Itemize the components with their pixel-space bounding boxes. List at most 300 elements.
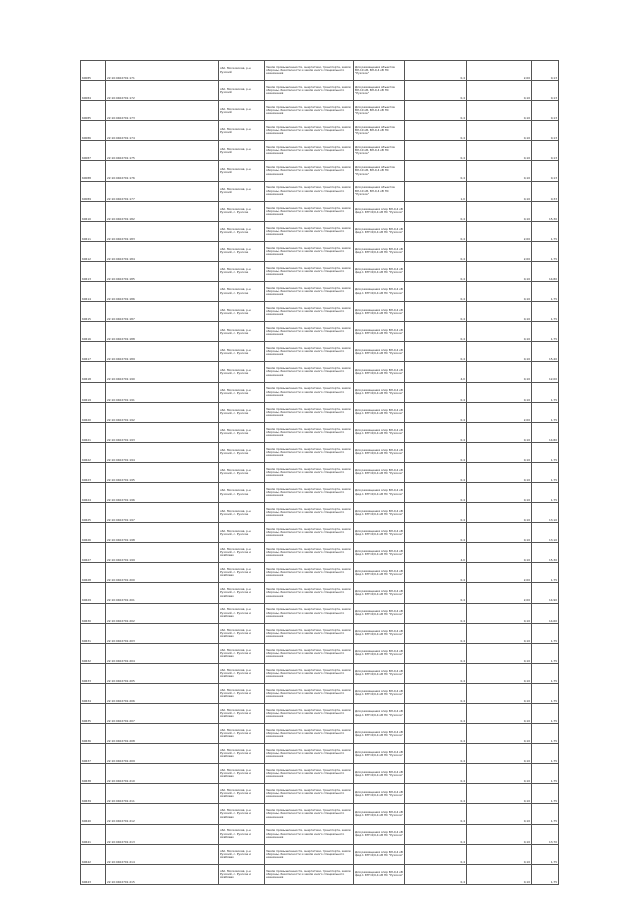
land-category: Земли промышленности, энергетики, транспорта, земли обороны, безопасности и земли иного специального назначения <box>265 663 354 683</box>
land-category: Земли промышленности, энергетики, транспорта, земли обороны, безопасности и земли иного специального назначения <box>265 784 354 804</box>
zone-value: 0,10 <box>467 724 532 744</box>
permitted-use: Для размещения опор ВЛ-0,4 кВ фид.1 КТП 6/0,4 кВ ПС "Рузское" <box>354 342 405 362</box>
zone-value: 0,10 <box>467 744 532 764</box>
row-number: 60617 <box>81 342 106 362</box>
zone-value: 0,10 <box>467 302 532 322</box>
zone-value: 0,10 <box>467 422 532 442</box>
zone-value: 0,10 <box>467 81 532 101</box>
location: обл. Московская, р-н Рузский, с. Рузское и Ахаблево <box>219 824 265 844</box>
location: обл. Московская, р-н Рузский, с. Рузское <box>219 523 265 543</box>
permitted-use: Для размещения опор ВЛ-0,4 кВ фид.1 КТП 6/0,4 кВ ПС "Рузское" <box>354 302 405 322</box>
zone-value: 0,10 <box>467 603 532 623</box>
table-row <box>81 61 559 81</box>
land-category: Земли промышленности, энергетики, транспорта, земли обороны, безопасности и земли иного специального назначения <box>265 161 354 181</box>
permitted-use: Для размещения опор ВЛ-0,4 кВ фид.1 КТП 6/0,4 кВ ПС "Рузское" <box>354 583 405 603</box>
row-number: 60088 <box>81 161 106 181</box>
table-body <box>81 61 559 885</box>
permitted-use: Для размещения опор ВЛ-0,4 кВ фид.1 КТП 6/0,4 кВ ПС "Рузское" <box>354 864 405 884</box>
location: обл. Московская, р-н Рузский, с. Рузское и Ахаблево <box>219 784 265 804</box>
location: обл. Московская, р-н Рузский, с. Рузское и Ахаблево <box>219 844 265 864</box>
land-category: Земли промышленности, энергетики, транспорта, земли обороны, безопасности и земли иного специального назначения <box>265 382 354 402</box>
table-row <box>81 81 559 101</box>
total-value: 1,75 <box>532 704 559 724</box>
land-category: Земли промышленности, энергетики, транспорта, земли обороны, безопасности и земли иного специального назначения <box>265 503 354 523</box>
land-category: Земли промышленности, энергетики, транспорта, земли обороны, безопасности и земли иного специального назначения <box>265 603 354 623</box>
land-category: Земли промышленности, энергетики, транспорта, земли обороны, безопасности и земли иного специального назначения <box>265 643 354 663</box>
location: обл. Московская, р-н Рузский <box>219 101 265 121</box>
land-category: Земли промышленности, энергетики, транспорта, земли обороны, безопасности и земли иного специального назначения <box>265 583 354 603</box>
total-value: 15,40 <box>532 342 559 362</box>
row-number: 60628 <box>81 563 106 583</box>
zone-value: 0,10 <box>467 462 532 482</box>
location: обл. Московская, р-н Рузский, с. Рузское и Ахаблево <box>219 603 265 623</box>
row-number: 60085 <box>81 101 106 121</box>
location: обл. Московская, р-н Рузский, с. Рузское и Ахаблево <box>219 643 265 663</box>
permitted-use: Для размещения опор ВЛ-0,4 кВ фид.1 КТП 6/0,4 кВ ПС "Рузское" <box>354 201 405 221</box>
row-number: 60643 <box>81 864 106 884</box>
row-number: 60640 <box>81 804 106 824</box>
location: обл. Московская, р-н Рузский <box>219 121 265 141</box>
total-value: 1,75 <box>532 442 559 462</box>
area-value: 0,4 <box>405 101 467 121</box>
cadastral-number: 22:10:0402701:194 <box>106 442 219 462</box>
zone-value: 0,10 <box>467 141 532 161</box>
location: обл. Московская, р-н Рузский <box>219 61 265 81</box>
permitted-use: Для размещения объектов ВЛ-10 кВ, ВЛ-0,4 кВ ПС "Рузское" <box>354 121 405 141</box>
row-number: 60615 <box>81 302 106 322</box>
permitted-use: Для размещения опор ВЛ-0,4 кВ фид.1 КТП 6/0,4 кВ ПС "Рузское" <box>354 603 405 623</box>
total-value: 13,10 <box>532 503 559 523</box>
zone-value: 0,10 <box>467 704 532 724</box>
total-value: 13,10 <box>532 523 559 543</box>
cadastral-number: 22:10:0402701:210 <box>106 764 219 784</box>
zone-value: 0,10 <box>467 482 532 502</box>
land-category: Земли промышленности, энергетики, транспорта, земли обороны, безопасности и земли иного специального назначения <box>265 121 354 141</box>
location: обл. Московская, р-н Рузский <box>219 161 265 181</box>
land-category: Земли промышленности, энергетики, транспорта, земли обороны, безопасности и земли иного специального назначения <box>265 282 354 302</box>
table-row <box>81 543 559 563</box>
zone-value: 0,10 <box>467 282 532 302</box>
zone-value: 0,10 <box>467 342 532 362</box>
area-value: 0,4 <box>405 161 467 181</box>
cadastral-number: 22:10:0402701:193 <box>106 422 219 442</box>
row-number: 60089 <box>81 181 106 201</box>
table-row <box>81 101 559 121</box>
table-row <box>81 724 559 744</box>
land-category: Земли промышленности, энергетики, транспорта, земли обороны, безопасности и земли иного специального назначения <box>265 322 354 342</box>
table-row <box>81 121 559 141</box>
row-number: 60633 <box>81 663 106 683</box>
area-value: 0,4 <box>405 241 467 261</box>
table-row <box>81 181 559 201</box>
table-row <box>81 201 559 221</box>
area-value: 0,4 <box>405 61 467 81</box>
cadastral-number: 22:10:0402701:174 <box>106 121 219 141</box>
total-value: 12,00 <box>532 362 559 382</box>
row-number: 60626 <box>81 523 106 543</box>
location: обл. Московская, р-н Рузский, с. Рузское <box>219 462 265 482</box>
total-value: 0,13 <box>532 81 559 101</box>
cadastral-number: 22:10:0402701:195 <box>106 462 219 482</box>
total-value: 1,75 <box>532 402 559 422</box>
cadastral-number: 22:10:0402701:173 <box>106 101 219 121</box>
location: обл. Московская, р-н Рузский, с. Рузское <box>219 442 265 462</box>
zone-value: 0,10 <box>467 161 532 181</box>
land-category: Земли промышленности, энергетики, транспорта, земли обороны, безопасности и земли иного специального назначения <box>265 704 354 724</box>
permitted-use: Для размещения опор ВЛ-0,4 кВ фид.1 КТП 6/0,4 кВ ПС "Рузское" <box>354 643 405 663</box>
permitted-use: Для размещения опор ВЛ-0,4 кВ фид.1 КТП 6/0,4 кВ ПС "Рузское" <box>354 282 405 302</box>
land-category: Земли промышленности, энергетики, транспорта, земли обороны, безопасности и земли иного специального назначения <box>265 482 354 502</box>
row-number: 60637 <box>81 744 106 764</box>
zone-value: 0,10 <box>467 322 532 342</box>
area-value: 0,4 <box>405 744 467 764</box>
zone-value: 0,10 <box>467 784 532 804</box>
permitted-use: Для размещения опор ВЛ-0,4 кВ фид.1 КТП 6/0,4 кВ ПС "Рузское" <box>354 844 405 864</box>
table-row <box>81 161 559 181</box>
table-row <box>81 422 559 442</box>
cadastral-number: 22:10:0402701:202 <box>106 603 219 623</box>
permitted-use: Для размещения опор ВЛ-0,4 кВ фид.1 КТП 6/0,4 кВ ПС "Рузское" <box>354 402 405 422</box>
total-value: 1,75 <box>532 764 559 784</box>
total-value: 14,80 <box>532 422 559 442</box>
permitted-use: Для размещения объектов ВЛ-10 кВ, ВЛ-0,4 кВ ПС "Рузское" <box>354 141 405 161</box>
total-value: 1,75 <box>532 302 559 322</box>
table-row <box>81 282 559 302</box>
table-row <box>81 402 559 422</box>
table-row <box>81 442 559 462</box>
location: обл. Московская, р-н Рузский, с. Рузское <box>219 302 265 322</box>
land-category: Земли промышленности, энергетики, транспорта, земли обороны, безопасности и земли иного специального назначения <box>265 724 354 744</box>
cadastral-number: 22:10:0402701:212 <box>106 804 219 824</box>
cadastral-number: 22:10:0402701:175 <box>106 141 219 161</box>
zone-value: 0,10 <box>467 261 532 281</box>
row-number: 60638 <box>81 764 106 784</box>
cadastral-number: 22:10:0402701:192 <box>106 402 219 422</box>
permitted-use: Для размещения объектов ВЛ-10 кВ, ВЛ-0,4 кВ ПС "Рузское" <box>354 61 405 81</box>
location: обл. Московская, р-н Рузский, с. Рузское и Ахаблево <box>219 764 265 784</box>
location: обл. Московская, р-н Рузский, с. Рузское и Ахаблево <box>219 804 265 824</box>
zone-value: 2,00 <box>467 221 532 241</box>
cadastral-number: 22:10:0402701:197 <box>106 503 219 523</box>
zone-value: 0,10 <box>467 683 532 703</box>
land-category: Земли промышленности, энергетики, транспорта, земли обороны, безопасности и земли иного специального назначения <box>265 764 354 784</box>
cadastral-number: 22:10:0402701:190 <box>106 362 219 382</box>
area-value: 0,4 <box>405 623 467 643</box>
location: обл. Московская, р-н Рузский, с. Рузское <box>219 241 265 261</box>
area-value: 0,4 <box>405 322 467 342</box>
permitted-use: Для размещения опор ВЛ-0,4 кВ фид.1 КТП 6/0,4 кВ ПС "Рузское" <box>354 322 405 342</box>
cadastral-number: 22:10:0402701:186 <box>106 282 219 302</box>
row-number: 60630 <box>81 603 106 623</box>
cadastral-number: 22:10:0402701:207 <box>106 704 219 724</box>
row-number: 60087 <box>81 141 106 161</box>
row-number: 60621 <box>81 422 106 442</box>
area-value: 0,4 <box>405 382 467 402</box>
zone-value: 0,10 <box>467 523 532 543</box>
permitted-use: Для размещения опор ВЛ-0,4 кВ фид.1 КТП 6/0,4 кВ ПС "Рузское" <box>354 462 405 482</box>
zone-value: 0,10 <box>467 362 532 382</box>
table-row <box>81 704 559 724</box>
land-category: Земли промышленности, энергетики, транспорта, земли обороны, безопасности и земли иного специального назначения <box>265 442 354 462</box>
total-value: 0,13 <box>532 101 559 121</box>
zone-value: 2,00 <box>467 583 532 603</box>
land-category: Земли промышленности, энергетики, транспорта, земли обороны, безопасности и земли иного специального назначения <box>265 422 354 442</box>
area-value: 0,4 <box>405 704 467 724</box>
table-row <box>81 824 559 844</box>
location: обл. Московская, р-н Рузский, с. Рузское <box>219 261 265 281</box>
permitted-use: Для размещения объектов ВЛ-10 кВ, ВЛ-0,4 кВ ПС "Рузское" <box>354 181 405 201</box>
area-value: 0,4 <box>405 141 467 161</box>
area-value: 0,4 <box>405 864 467 884</box>
permitted-use: Для размещения опор ВЛ-0,4 кВ фид.1 КТП 6/0,4 кВ ПС "Рузское" <box>354 563 405 583</box>
row-number: 60616 <box>81 322 106 342</box>
table-row <box>81 141 559 161</box>
area-value: 0,4 <box>405 724 467 744</box>
area-value: 0,4 <box>405 121 467 141</box>
permitted-use: Для размещения опор ВЛ-0,4 кВ фид.1 КТП 6/0,4 кВ ПС "Рузское" <box>354 503 405 523</box>
land-category: Земли промышленности, энергетики, транспорта, земли обороны, безопасности и земли иного специального назначения <box>265 804 354 824</box>
land-category: Земли промышленности, энергетики, транспорта, земли обороны, безопасности и земли иного специального назначения <box>265 141 354 161</box>
table-row <box>81 623 559 643</box>
table-row <box>81 784 559 804</box>
table-row <box>81 523 559 543</box>
total-value: 1,75 <box>532 241 559 261</box>
table-row <box>81 261 559 281</box>
cadastral-number: 22:10:0402701:177 <box>106 181 219 201</box>
location: обл. Московская, р-н Рузский, с. Рузское <box>219 382 265 402</box>
total-value: 1,75 <box>532 804 559 824</box>
land-category: Земли промышленности, энергетики, транспорта, земли обороны, безопасности и земли иного специального назначения <box>265 181 354 201</box>
location: обл. Московская, р-н Рузский, с. Рузское и Ахаблево <box>219 864 265 884</box>
zone-value: 0,10 <box>467 643 532 663</box>
location: обл. Московская, р-н Рузский, с. Рузское и Ахаблево <box>219 704 265 724</box>
table-row <box>81 322 559 342</box>
cadastral-number: 22:10:0402701:203 <box>106 623 219 643</box>
total-value: 14,80 <box>532 261 559 281</box>
table-row <box>81 462 559 482</box>
total-value: 1,75 <box>532 563 559 583</box>
cadastral-number: 22:10:0402701:182 <box>106 201 219 221</box>
permitted-use: Для размещения опор ВЛ-0,4 кВ фид.1 КТП 6/0,4 кВ ПС "Рузское" <box>354 382 405 402</box>
cadastral-number: 22:10:0402701:196 <box>106 482 219 502</box>
zone-value: 0,10 <box>467 824 532 844</box>
cadastral-number: 22:10:0402701:200 <box>106 563 219 583</box>
table-row <box>81 362 559 382</box>
location: обл. Московская, р-н Рузский, с. Рузское <box>219 282 265 302</box>
land-category: Земли промышленности, энергетики, транспорта, земли обороны, безопасности и земли иного специального назначения <box>265 101 354 121</box>
permitted-use: Для размещения опор ВЛ-0,4 кВ фид.1 КТП 6/0,4 кВ ПС "Рузское" <box>354 362 405 382</box>
area-value: 0,4 <box>405 462 467 482</box>
table-row <box>81 683 559 703</box>
total-value: 1,75 <box>532 382 559 402</box>
zone-value: 2,00 <box>467 402 532 422</box>
area-value: 0,4 <box>405 442 467 462</box>
total-value: 1,75 <box>532 221 559 241</box>
total-value: 1,75 <box>532 844 559 864</box>
cadastral-number: 22:10:0402701:208 <box>106 724 219 744</box>
location: обл. Московская, р-н Рузский, с. Рузское <box>219 201 265 221</box>
cadastral-number: 22:10:0402701:206 <box>106 683 219 703</box>
permitted-use: Для размещения опор ВЛ-0,4 кВ фид.1 КТП 6/0,4 кВ ПС "Рузское" <box>354 683 405 703</box>
table-row <box>81 563 559 583</box>
row-number: 60610 <box>81 201 106 221</box>
total-value: 1,75 <box>532 663 559 683</box>
table-row <box>81 603 559 623</box>
land-category: Земли промышленности, энергетики, транспорта, земли обороны, безопасности и земли иного специального назначения <box>265 523 354 543</box>
zone-value: 0,10 <box>467 663 532 683</box>
land-category: Земли промышленности, энергетики, транспорта, земли обороны, безопасности и земли иного специального назначения <box>265 402 354 422</box>
permitted-use: Для размещения опор ВЛ-0,4 кВ фид.1 КТП 6/0,4 кВ ПС "Рузское" <box>354 221 405 241</box>
row-number: 60624 <box>81 482 106 502</box>
location: обл. Московская, р-н Рузский, с. Рузское и Ахаблево <box>219 724 265 744</box>
location: обл. Московская, р-н Рузский, с. Рузское и Ахаблево <box>219 744 265 764</box>
location: обл. Московская, р-н Рузский, с. Рузское и Ахаблево <box>219 623 265 643</box>
table-row <box>81 643 559 663</box>
zone-value: 0,10 <box>467 623 532 643</box>
area-value: 0,4 <box>405 261 467 281</box>
location: обл. Московская, р-н Рузский <box>219 81 265 101</box>
permitted-use: Для размещения опор ВЛ-0,4 кВ фид.1 КТП 6/0,4 кВ ПС "Рузское" <box>354 241 405 261</box>
row-number: 60613 <box>81 261 106 281</box>
row-number: 60086 <box>81 121 106 141</box>
location: обл. Московская, р-н Рузский <box>219 181 265 201</box>
zone-value: 0,10 <box>467 121 532 141</box>
land-category: Земли промышленности, энергетики, транспорта, земли обороны, безопасности и земли иного специального назначения <box>265 744 354 764</box>
location: обл. Московская, р-н Рузский, с. Рузское и Ахаблево <box>219 683 265 703</box>
zone-value: 0,10 <box>467 844 532 864</box>
permitted-use: Для размещения опор ВЛ-0,4 кВ фид.1 КТП 6/0,4 кВ ПС "Рузское" <box>354 523 405 543</box>
total-value: 1,75 <box>532 643 559 663</box>
land-category: Земли промышленности, энергетики, транспорта, земли обороны, безопасности и земли иного специального назначения <box>265 221 354 241</box>
zone-value: 0,10 <box>467 864 532 884</box>
land-category: Земли промышленности, энергетики, транспорта, земли обороны, безопасности и земли иного специального назначения <box>265 201 354 221</box>
cadastral-number: 22:10:0402701:184 <box>106 241 219 261</box>
land-category: Земли промышленности, энергетики, транспорта, земли обороны, безопасности и земли иного специального назначения <box>265 462 354 482</box>
row-number: 60612 <box>81 241 106 261</box>
row-number: 60625 <box>81 503 106 523</box>
land-category: Земли промышленности, энергетики, транспорта, земли обороны, безопасности и земли иного специального назначения <box>265 81 354 101</box>
cadastral-number: 22:10:0402701:214 <box>106 844 219 864</box>
land-category: Земли промышленности, энергетики, транспорта, земли обороны, безопасности и земли иного специального назначения <box>265 683 354 703</box>
zone-value: 2,00 <box>467 61 532 81</box>
location: обл. Московская, р-н Рузский, с. Рузское <box>219 342 265 362</box>
zone-value: 0,10 <box>467 503 532 523</box>
land-category: Земли промышленности, энергетики, транспорта, земли обороны, безопасности и земли иного специального назначения <box>265 261 354 281</box>
cadastral-number: 22:10:0402701:185 <box>106 261 219 281</box>
table-row <box>81 663 559 683</box>
permitted-use: Для размещения опор ВЛ-0,4 кВ фид.1 КТП 6/0,4 кВ ПС "Рузское" <box>354 764 405 784</box>
area-value: 0,4 <box>405 422 467 442</box>
location: обл. Московская, р-н Рузский, с. Рузское <box>219 482 265 502</box>
cadastral-number: 22:10:0402701:199 <box>106 543 219 563</box>
row-number: 60635 <box>81 704 106 724</box>
row-number: 60623 <box>81 462 106 482</box>
total-value: 1,75 <box>532 724 559 744</box>
area-value: 0,4 <box>405 663 467 683</box>
area-value: 0,4 <box>405 784 467 804</box>
area-value: 0,4 <box>405 583 467 603</box>
row-number: 60620 <box>81 402 106 422</box>
area-value: 0,4 <box>405 302 467 322</box>
permitted-use: Для размещения опор ВЛ-0,4 кВ фид.1 КТП 6/0,4 кВ ПС "Рузское" <box>354 784 405 804</box>
area-value: 4,0 <box>405 362 467 382</box>
row-number: 60632 <box>81 643 106 663</box>
cadastral-number: 22:10:0402701:176 <box>106 161 219 181</box>
area-value: 0,4 <box>405 764 467 784</box>
total-value: 14,60 <box>532 603 559 623</box>
table-row <box>81 864 559 884</box>
table-row <box>81 482 559 502</box>
area-value: 1,0 <box>405 181 467 201</box>
total-value: 1,75 <box>532 282 559 302</box>
area-value: 0,4 <box>405 482 467 502</box>
permitted-use: Для размещения опор ВЛ-0,4 кВ фид.1 КТП 6/0,4 кВ ПС "Рузское" <box>354 543 405 563</box>
location: обл. Московская, р-н Рузский, с. Рузское <box>219 322 265 342</box>
total-value: 15,30 <box>532 543 559 563</box>
row-number: 60629 <box>81 583 106 603</box>
area-value: 0,4 <box>405 804 467 824</box>
land-category: Земли промышленности, энергетики, транспорта, земли обороны, безопасности и земли иного специального назначения <box>265 824 354 844</box>
cadastral-number: 22:10:0402701:189 <box>106 342 219 362</box>
cadastral-number: 22:10:0402701:198 <box>106 523 219 543</box>
cadastral-number: 22:10:0402701:213 <box>106 824 219 844</box>
area-value: 0,4 <box>405 643 467 663</box>
total-value: 1,75 <box>532 482 559 502</box>
total-value: 1,75 <box>532 683 559 703</box>
cadastral-number: 22:10:0402701:205 <box>106 663 219 683</box>
table-row <box>81 744 559 764</box>
row-number: 60631 <box>81 623 106 643</box>
table-row <box>81 844 559 864</box>
permitted-use: Для размещения опор ВЛ-0,4 кВ фид.1 КТП 6/0,4 кВ ПС "Рузское" <box>354 623 405 643</box>
table-row <box>81 241 559 261</box>
total-value: 1,75 <box>532 623 559 643</box>
row-number: 60619 <box>81 382 106 402</box>
area-value: 0,4 <box>405 824 467 844</box>
total-value: 15,30 <box>532 201 559 221</box>
zone-value: 0,10 <box>467 181 532 201</box>
cadastral-number: 22:10:0402701:171 <box>106 61 219 81</box>
total-value: 13,70 <box>532 824 559 844</box>
permitted-use: Для размещения опор ВЛ-0,4 кВ фид.1 КТП 6/0,4 кВ ПС "Рузское" <box>354 442 405 462</box>
row-number: 60618 <box>81 362 106 382</box>
row-number: 60084 <box>81 81 106 101</box>
land-category: Земли промышленности, энергетики, транспорта, земли обороны, безопасности и земли иного специального назначения <box>265 342 354 362</box>
total-value: 1,75 <box>532 322 559 342</box>
area-value: 0,4 <box>405 844 467 864</box>
total-value: 0,13 <box>532 161 559 181</box>
permitted-use: Для размещения опор ВЛ-0,4 кВ фид.1 КТП 6/0,4 кВ ПС "Рузское" <box>354 261 405 281</box>
land-category: Земли промышленности, энергетики, транспорта, земли обороны, безопасности и земли иного специального назначения <box>265 302 354 322</box>
area-value: 0,4 <box>405 221 467 241</box>
land-category: Земли промышленности, энергетики, транспорта, земли обороны, безопасности и земли иного специального назначения <box>265 623 354 643</box>
row-number: 60627 <box>81 543 106 563</box>
total-value: 1,75 <box>532 462 559 482</box>
row-number: 60622 <box>81 442 106 462</box>
land-category: Земли промышленности, энергетики, транспорта, земли обороны, безопасности и земли иного специального назначения <box>265 563 354 583</box>
table-row <box>81 764 559 784</box>
cadastral-number: 22:10:0402701:209 <box>106 744 219 764</box>
area-value: 4,0 <box>405 543 467 563</box>
land-category: Земли промышленности, энергетики, транспорта, земли обороны, безопасности и земли иного специального назначения <box>265 844 354 864</box>
total-value: 1,75 <box>532 784 559 804</box>
location: обл. Московская, р-н Рузский, с. Рузское и Ахаблево <box>219 583 265 603</box>
row-number: 60634 <box>81 683 106 703</box>
table-row <box>81 503 559 523</box>
location: обл. Московская, р-н Рузский, с. Рузское <box>219 503 265 523</box>
zone-value: 2,00 <box>467 241 532 261</box>
cadastral-number: 22:10:0402701:187 <box>106 302 219 322</box>
